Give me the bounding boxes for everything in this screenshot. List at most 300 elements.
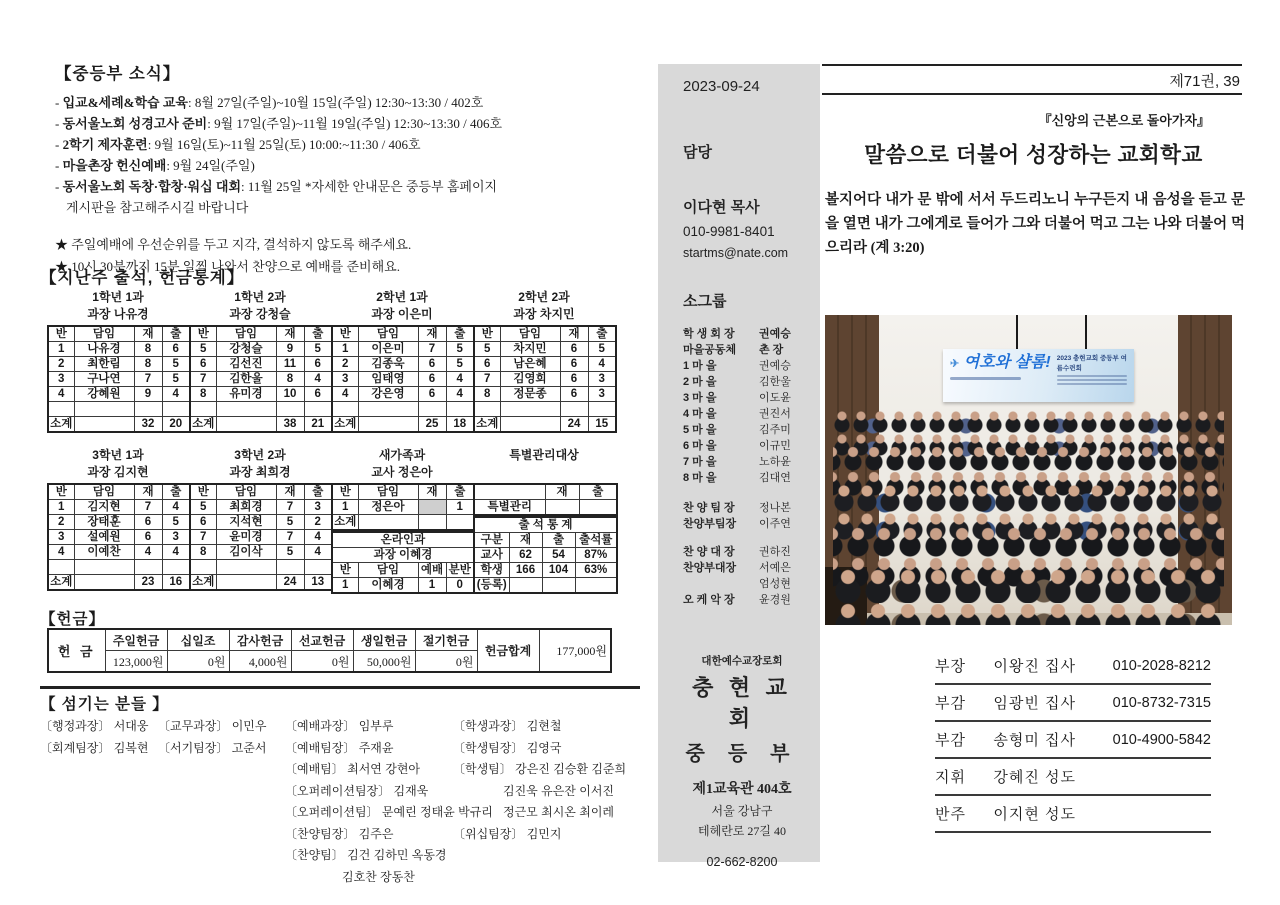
- table-cell: 재: [545, 484, 579, 500]
- table-cell: 소계: [190, 575, 216, 591]
- table-cell: 4 마 을: [683, 408, 717, 420]
- news-item-continuation: 게시판을 참고해주시길 바랍니다: [66, 200, 249, 215]
- table-cell: 62: [509, 548, 542, 563]
- table-cell: 5: [588, 342, 616, 357]
- news-section-title: 【중등부 소식】: [55, 65, 181, 83]
- table-cell: 강혜원: [74, 387, 134, 402]
- attendance-stats-table: [473, 516, 618, 594]
- table-row: [190, 484, 332, 500]
- news-item-label: 입교&세례&학습 교육: [62, 95, 188, 110]
- table-cell: 소계: [48, 417, 74, 433]
- table-row: [935, 648, 1211, 684]
- table-cell: 재: [134, 484, 162, 500]
- table-cell: 소계: [474, 417, 500, 433]
- banner-event-name: 2023 충현교회 중등부 여름수련회: [1056, 355, 1127, 372]
- offering-total-value: 177,000원: [539, 629, 611, 672]
- table-cell: 설예원: [74, 530, 134, 545]
- table-cell: [162, 402, 190, 417]
- table-cell: 7: [190, 530, 216, 545]
- servant-line: 〔오퍼레이션팀〕 문예린 정태윤 박규리: [285, 805, 493, 819]
- table-cell: 0: [446, 578, 474, 594]
- table-cell: 반: [190, 484, 216, 500]
- attendance-col-1-1: [47, 289, 189, 433]
- table-row: [332, 548, 474, 563]
- table-row: [683, 469, 791, 485]
- table-row: [474, 563, 617, 578]
- table-cell: 3: [304, 500, 332, 515]
- table-cell: 20: [162, 417, 190, 433]
- table-cell: 최희경: [216, 500, 276, 515]
- table-cell: 4: [446, 372, 474, 387]
- news-item: - 2학기 제자훈련: 9월 16일(토)~11월 25일(토) 10:00:~11:30 / 406호: [55, 137, 421, 152]
- attendance-col-3-1: [47, 447, 189, 594]
- contact-role: 부감: [935, 721, 993, 758]
- banner-fineprint-bar: [1057, 379, 1128, 381]
- table-row: [48, 530, 190, 545]
- servant-line: 〔오퍼레이션팀장〕 김재욱: [285, 783, 429, 798]
- servant-line: 〔찬양팀〕 김건 김하민 옥동경: [285, 848, 447, 862]
- table-row: [683, 543, 791, 559]
- table-row: [683, 325, 791, 341]
- table-cell: 담임: [74, 326, 134, 342]
- table-row: [474, 517, 617, 533]
- table-cell: 7: [474, 372, 500, 387]
- table-title: 1학년 2과: [234, 290, 286, 304]
- table-cell: [560, 402, 588, 417]
- table-cell: 38: [276, 417, 304, 433]
- servants-col-1: [40, 716, 148, 759]
- table-cell: 8: [190, 545, 216, 560]
- offering-value: 4,000원: [229, 651, 291, 673]
- table-row: [935, 684, 1211, 721]
- online-subtitle-cell: 과장 이혜경: [332, 548, 474, 563]
- table-cell: 3: [332, 372, 358, 387]
- table-cell: 3: [48, 372, 74, 387]
- servant-line: 정근모 최시온 최이레: [503, 805, 614, 819]
- praise-team-table: [683, 499, 791, 531]
- news-item: - 마을촌장 헌신예배: 9월 24일(주일): [55, 158, 255, 173]
- table-cell: 차지민: [500, 342, 560, 357]
- church-phone: 02-662-8200: [706, 855, 778, 869]
- table-cell: 출: [579, 484, 617, 500]
- table-cell: 출: [162, 484, 190, 500]
- table-cell: 5: [304, 342, 332, 357]
- offering-value: 123,000원: [105, 651, 167, 673]
- table-cell: 예배: [418, 563, 446, 578]
- servant-line: 〔학생팀장〕 김영국: [453, 740, 562, 755]
- table-cell: [358, 402, 418, 417]
- table-row: [683, 405, 791, 421]
- table-cell: 5: [162, 515, 190, 530]
- table-title: 3학년 2과: [234, 448, 286, 462]
- table-cell: 나유경: [74, 342, 134, 357]
- table-cell: 7: [276, 500, 304, 515]
- table-cell: 출: [304, 484, 332, 500]
- airplane-icon: ✈: [950, 358, 960, 371]
- table-cell: 4: [304, 545, 332, 560]
- table-cell: 6: [560, 357, 588, 372]
- table-cell: 10: [276, 387, 304, 402]
- table-row: [683, 515, 791, 531]
- news-item: - 동서울노회 독창·합창·워십 대회: 11월 25일 *자세한 안내문은 중등부 홈페이지: [55, 179, 498, 194]
- table-cell: 출: [542, 533, 575, 548]
- attendance-col-2-1: [331, 289, 473, 433]
- table-cell: 분반: [446, 563, 474, 578]
- table-row: [48, 357, 190, 372]
- praise-leader-table: [683, 543, 791, 607]
- table-subtitle-spacer: [473, 464, 615, 481]
- table-cell: 8: [134, 342, 162, 357]
- table-cell: [474, 402, 500, 417]
- table-cell: 재: [509, 533, 542, 548]
- table-cell: 6: [418, 387, 446, 402]
- newfamily-online-col: [331, 447, 473, 594]
- table-cell: 25: [418, 417, 446, 433]
- servant-line: 〔예배과장〕 임부루: [285, 719, 394, 733]
- table-row: [474, 372, 616, 387]
- table-subtitle: 과장 나유경: [87, 307, 149, 321]
- table-row: [683, 575, 791, 591]
- table-cell: 5 마 을: [683, 424, 717, 436]
- attendance-table: [47, 325, 191, 433]
- table-row: [332, 532, 474, 548]
- table-cell: 교사: [474, 548, 509, 563]
- table-cell: 학 생 회 장: [683, 328, 735, 340]
- servant-line: 〔행정과장〕 서대웅: [40, 719, 149, 733]
- offering-row-label: 헌 금: [48, 629, 105, 672]
- attendance-col-2-2: [473, 289, 615, 433]
- table-cell: 24: [276, 575, 304, 591]
- table-cell: 8: [134, 357, 162, 372]
- table-cell: 권예승: [759, 328, 791, 340]
- table-cell: [190, 402, 216, 417]
- table-row: [683, 389, 791, 405]
- table-cell: 87%: [575, 548, 617, 563]
- table-cell: 이도윤: [759, 392, 791, 404]
- church-name: 충 현 교 회: [692, 675, 792, 731]
- table-row: [683, 373, 791, 389]
- table-row: [190, 530, 332, 545]
- table-cell: 김주미: [759, 424, 791, 436]
- table-row: [48, 545, 190, 560]
- table-cell: 6: [560, 387, 588, 402]
- table-cell: 임태영: [358, 372, 418, 387]
- news-item-text: : 9월 17일(주일)~11월 19일(주일) 12:30~13:30 / 406호: [207, 116, 503, 131]
- table-row: [48, 417, 190, 433]
- special-stats-col: [473, 447, 615, 594]
- table-cell: 학생: [474, 563, 509, 578]
- table-cell: 4: [134, 545, 162, 560]
- table-row: [935, 721, 1211, 758]
- attendance-table: [189, 483, 333, 591]
- table-row: [474, 342, 616, 357]
- table-cell: 3: [162, 530, 190, 545]
- table-cell: [162, 560, 190, 575]
- table-row: [332, 402, 474, 417]
- table-cell: 21: [304, 417, 332, 433]
- table-cell: 이주연: [759, 518, 791, 530]
- servant-line: 〔교무과장〕 이민우: [158, 719, 267, 733]
- offering-value: 0원: [167, 651, 229, 673]
- church-address-2: 테헤란로 27길 40: [698, 824, 786, 838]
- table-row: [332, 563, 474, 578]
- table-cell: [332, 402, 358, 417]
- church-block: [683, 653, 801, 869]
- table-cell: 4: [48, 545, 74, 560]
- table-row: [190, 575, 332, 591]
- offering-section-title: 【헌금】: [40, 611, 105, 628]
- table-cell: 지석현: [216, 515, 276, 530]
- table-row: [474, 402, 616, 417]
- section-divider: [40, 686, 640, 689]
- table-row: [332, 387, 474, 402]
- offering-col-label: 선교헌금: [291, 629, 353, 651]
- table-row: [683, 341, 791, 357]
- servant-line: 〔회계팀장〕 김복현: [40, 740, 149, 755]
- offering-value: 0원: [415, 651, 477, 673]
- table-cell: 4: [304, 372, 332, 387]
- table-cell: 9: [134, 387, 162, 402]
- header-rule-top: [822, 64, 1242, 66]
- table-cell: [542, 578, 575, 594]
- table-cell: 정나본: [759, 502, 791, 514]
- contact-name: 강혜진 성도: [993, 758, 1112, 795]
- table-cell: 이규민: [759, 440, 791, 452]
- banner-fineprint-bar: [1057, 383, 1128, 385]
- table-cell: [276, 402, 304, 417]
- table-row: [683, 437, 791, 453]
- table-cell: 윤경원: [759, 594, 791, 606]
- table-cell: 김한울: [216, 372, 276, 387]
- servant-line: 〔학생과장〕 김현철: [453, 719, 562, 733]
- table-cell: 담임: [358, 484, 418, 500]
- table-cell: 담임: [216, 326, 276, 342]
- table-row: [190, 560, 332, 575]
- news-item-text: : 11월 25일 *자세한 안내문은 중등부 홈페이지: [241, 179, 498, 194]
- table-cell: 63%: [575, 563, 617, 578]
- table-subtitle: 과장 최희경: [229, 465, 291, 479]
- table-row: [935, 795, 1211, 832]
- table-cell: [575, 578, 617, 594]
- table-cell: 김종욱: [358, 357, 418, 372]
- table-title: 3학년 1과: [92, 448, 144, 462]
- attendance-table: [189, 325, 333, 433]
- table-row: [190, 545, 332, 560]
- table-cell: 8: [474, 387, 500, 402]
- contact-phone: 010-2028-8212: [1113, 648, 1211, 684]
- table-cell: 이예찬: [74, 545, 134, 560]
- table-title: 특별관리대상: [509, 448, 579, 462]
- table-cell: [358, 417, 418, 433]
- table-cell: 23: [134, 575, 162, 591]
- table-cell: 반: [332, 563, 358, 578]
- table-cell: 재: [560, 326, 588, 342]
- table-cell: 재: [418, 484, 446, 500]
- table-subtitle: 과장 차지민: [513, 307, 575, 321]
- table-cell: 5: [446, 342, 474, 357]
- table-cell: 서예은: [759, 562, 791, 574]
- table-row: [190, 515, 332, 530]
- table-cell: 16: [162, 575, 190, 591]
- table-cell: 4: [162, 545, 190, 560]
- attendance-table: [47, 483, 191, 591]
- contact-phone: 010-8732-7315: [1113, 684, 1211, 721]
- table-row: [332, 578, 474, 594]
- table-subtitle: 과장 김지현: [87, 465, 149, 479]
- news-item-text: : 9월 24일(주일): [166, 158, 255, 173]
- table-cell: [304, 402, 332, 417]
- table-cell: 18: [446, 417, 474, 433]
- table-cell: [509, 578, 542, 594]
- table-cell: [134, 402, 162, 417]
- bulletin-date: 2023-09-24: [683, 78, 760, 95]
- table-row: [48, 500, 190, 515]
- table-cell: 김한울: [759, 376, 791, 388]
- photo-crowd-row: [833, 569, 1224, 625]
- table-row: [332, 372, 474, 387]
- table-cell: 2: [48, 515, 74, 530]
- table-row: [474, 417, 616, 433]
- table-cell: 권진서: [759, 408, 791, 420]
- table-cell: 담임: [216, 484, 276, 500]
- table-cell: 5: [474, 342, 500, 357]
- table-cell: 1: [48, 500, 74, 515]
- news-item-text: : 9월 16일(토)~11월 25일(토) 10:00:~11:30 / 406호: [147, 137, 421, 152]
- table-cell: 반: [48, 326, 74, 342]
- attendance-col-1-2: [189, 289, 331, 433]
- table-row: [48, 629, 611, 651]
- offering-col-label: 주일헌금: [105, 629, 167, 651]
- table-cell: 정은아: [358, 500, 418, 515]
- table-cell: [276, 560, 304, 575]
- table-cell: 담임: [358, 326, 418, 342]
- table-cell: 104: [542, 563, 575, 578]
- table-cell: [216, 575, 276, 591]
- table-row: [48, 560, 190, 575]
- table-row: [474, 484, 617, 500]
- table-cell: 5: [162, 357, 190, 372]
- table-cell: [446, 402, 474, 417]
- table-row: [190, 342, 332, 357]
- table-row: [683, 559, 791, 575]
- attendance-tables-row1: [47, 289, 615, 433]
- contact-name: 송형미 집사: [993, 721, 1112, 758]
- table-cell: 13: [304, 575, 332, 591]
- table-cell: 반: [332, 326, 358, 342]
- servant-line: 〔학생팀〕 강은진 김승환 김준희: [453, 762, 627, 776]
- stats-title-cell: 출 석 통 계: [474, 517, 617, 533]
- offering-col-label: 생일헌금: [353, 629, 415, 651]
- photo-banner-wire: [1016, 315, 1018, 351]
- banner-title-text: 여호와 샬롬!: [963, 354, 1051, 372]
- table-cell: 4: [446, 387, 474, 402]
- table-cell: 7: [134, 372, 162, 387]
- table-row: [48, 402, 190, 417]
- news-item-label: 동서울노회 독창·합창·워십 대회: [62, 179, 242, 194]
- table-cell: 8: [190, 387, 216, 402]
- contact-phone: [1113, 795, 1211, 832]
- table-row: [683, 453, 791, 469]
- attendance-tables-row2: [47, 447, 615, 594]
- issue-number: 제71권, 39: [1169, 73, 1240, 90]
- table-cell: 재: [276, 484, 304, 500]
- table-cell: 1: [332, 500, 358, 515]
- table-cell: 구나연: [74, 372, 134, 387]
- table-cell: 노하윤: [759, 456, 791, 468]
- table-row: [48, 484, 190, 500]
- table-row: [683, 357, 791, 373]
- table-cell: 김영희: [500, 372, 560, 387]
- news-item-text: : 8월 27일(주일)~10월 15일(주일) 12:30~13:30 / 402호: [187, 95, 484, 110]
- table-cell: 남은혜: [500, 357, 560, 372]
- table-cell: 3: [588, 372, 616, 387]
- table-cell: 윤미경: [216, 530, 276, 545]
- table-cell: [474, 484, 545, 500]
- in-charge-label: 담당: [683, 144, 712, 161]
- table-cell: 최한림: [74, 357, 134, 372]
- banner-subtitle-bar: [950, 377, 1021, 380]
- table-row: [190, 387, 332, 402]
- newfamily-table: [331, 483, 475, 531]
- table-cell: [74, 560, 134, 575]
- smallgroup-table: [683, 325, 791, 485]
- table-cell: 5: [276, 545, 304, 560]
- table-row: [48, 575, 190, 591]
- table-cell: 찬 양 팀 장: [683, 502, 735, 514]
- table-cell: 4: [304, 530, 332, 545]
- table-cell: 소계: [332, 417, 358, 433]
- table-cell: 강은영: [358, 387, 418, 402]
- table-cell: 4: [588, 357, 616, 372]
- table-cell: 촌 장: [759, 344, 784, 356]
- retreat-banner: [943, 349, 1134, 402]
- table-cell: 찬양부대장: [683, 562, 737, 574]
- servant-line: 김호찬 장동찬: [342, 869, 415, 884]
- table-cell: 4: [332, 387, 358, 402]
- servant-line: 김진욱 유은잔 이서진: [503, 783, 614, 798]
- table-cell: 1: [418, 578, 446, 594]
- banner-fineprint-bar: [1057, 375, 1128, 377]
- table-cell: 담임: [358, 563, 418, 578]
- table-cell: 6: [418, 372, 446, 387]
- table-cell: [446, 515, 474, 531]
- table-cell: 반: [474, 326, 500, 342]
- table-cell: [216, 417, 276, 433]
- table-row: [190, 417, 332, 433]
- table-row: [474, 533, 617, 548]
- table-cell: 담임: [74, 484, 134, 500]
- table-row: [683, 591, 791, 607]
- news-item-label: 2학기 제자훈련: [62, 137, 148, 152]
- table-cell: 4: [162, 387, 190, 402]
- table-cell: 2: [304, 515, 332, 530]
- table-cell: 32: [134, 417, 162, 433]
- table-cell: 출: [588, 326, 616, 342]
- table-cell: 4: [162, 500, 190, 515]
- table-row: [190, 326, 332, 342]
- table-cell: 7: [190, 372, 216, 387]
- table-cell: 6: [190, 357, 216, 372]
- table-cell: 소계: [332, 515, 358, 531]
- table-cell: 24: [560, 417, 588, 433]
- contact-name: 이지현 성도: [993, 795, 1112, 832]
- table-cell: 출: [446, 484, 474, 500]
- table-cell: 특별관리: [474, 500, 545, 516]
- news-item: - 입교&세례&학습 교육: 8월 27일(주일)~10월 15일(주일) 12:30~13:30 / 402호: [55, 95, 484, 110]
- pastor-name: 이다현 목사: [683, 199, 760, 216]
- table-cell: 5: [190, 500, 216, 515]
- table-cell: 7 마 을: [683, 456, 717, 468]
